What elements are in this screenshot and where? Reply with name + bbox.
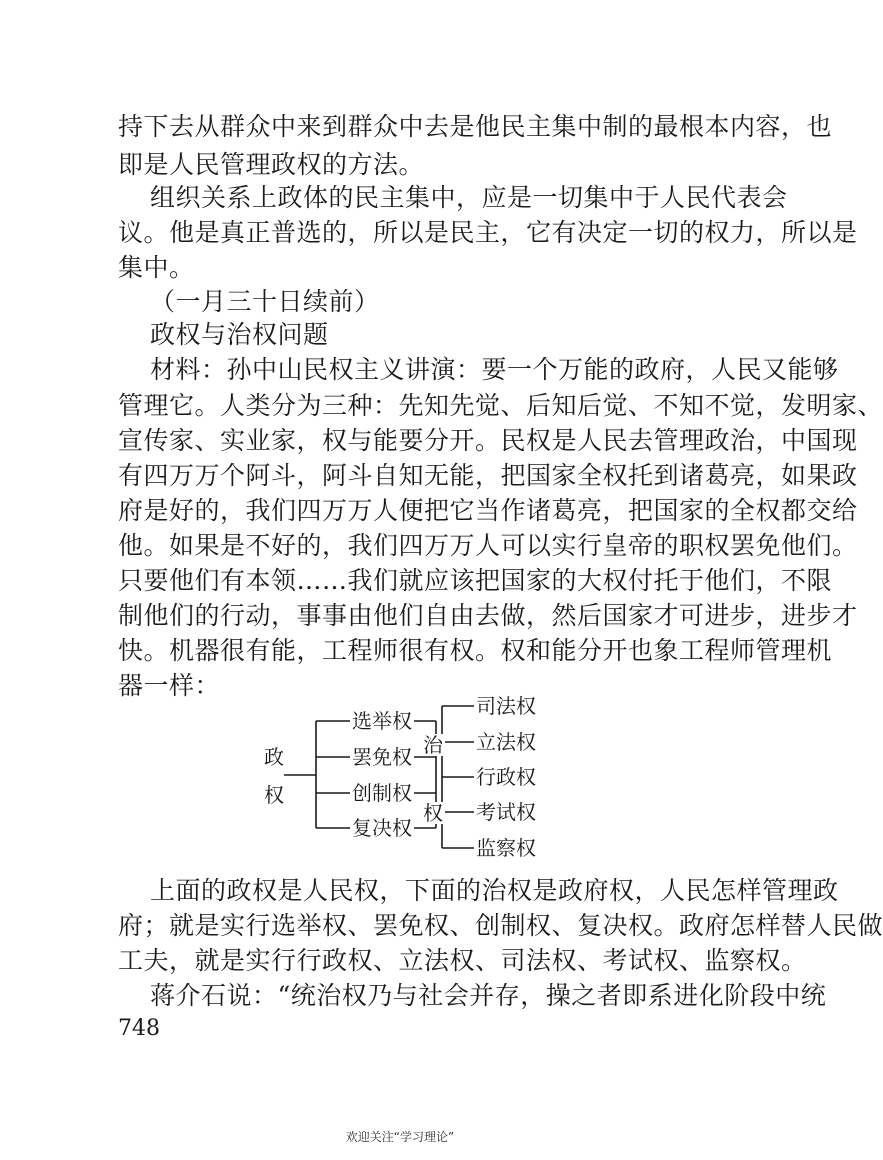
footer-note: 欢迎关注“学习理论” (345, 1130, 455, 1144)
text-line: 组织关系上政体的民主集中，应是一切集中于人民代表会 (150, 183, 788, 212)
label-quan: 权 (264, 783, 284, 807)
governing-power-item: 司法权 (476, 694, 536, 718)
text-line: 器一样： (118, 671, 221, 700)
section-heading: 政权与治权问题 (150, 320, 329, 349)
label-quan-2: 权 (423, 801, 443, 825)
political-right-item: 创制权 (352, 781, 412, 805)
political-right-item: 复决权 (352, 816, 412, 840)
governing-power-item: 监察权 (476, 836, 536, 860)
text-line: 有四万万个阿斗，阿斗自知无能，把国家全权托到诸葛亮，如果政 (118, 461, 858, 490)
label-zheng: 政 (264, 745, 284, 769)
text-line: 持下去从群众中来到群众中去是他民主集中制的最根本内容，也 (118, 112, 833, 141)
text-line: 宣传家、实业家，权与能要分开。民权是人民去管理政治，中国现 (118, 426, 858, 455)
label-zhi: 治 (423, 733, 443, 757)
text-line: 快。机器很有能，工程师很有权。权和能分开也象工程师管理机 (118, 636, 833, 665)
text-line: 工夫，就是实行行政权、立法权、司法权、考试权、监察权。 (118, 946, 807, 975)
text-line: 管理它。人类分为三种：先知先觉、后知后觉、不知不觉，发明家、 (118, 391, 883, 420)
text-line: 集中。 (118, 253, 195, 282)
text-line: 议。他是真正普选的，所以是民主，它有决定一切的权力，所以是 (118, 218, 858, 247)
governing-power-item: 考试权 (476, 800, 536, 824)
governing-power-item: 立法权 (476, 730, 536, 754)
text-line: 蒋介石说：“统治权乃与社会并存，操之者即系进化阶段中统 (150, 981, 827, 1010)
governing-power-item: 行政权 (476, 765, 536, 789)
text-line: 府；就是实行选举权、罢免权、创制权、复决权。政府怎样替人民做 (118, 911, 883, 940)
text-line: 制他们的行动，事事由他们自由去做，然后国家才可进步，进步才 (118, 601, 858, 630)
power-diagram (258, 688, 558, 868)
political-right-item: 选举权 (352, 709, 412, 733)
political-right-item: 罢免权 (352, 745, 412, 769)
page-number: 748 (118, 1016, 160, 1041)
text-line: 他。如果是不好的，我们四万万人可以实行皇帝的职权罢免他们。 (118, 531, 858, 560)
text-line: 材料：孙中山民权主义讲演：要一个万能的政府，人民又能够 (150, 355, 839, 384)
text-line: 即是人民管理政权的方法。 (118, 150, 425, 179)
date-note: （一月三十日续前） (150, 287, 380, 316)
text-line: 府是好的，我们四万万人便把它当作诸葛亮，把国家的全权都交给 (118, 496, 858, 525)
text-line: 只要他们有本领……我们就应该把国家的大权付托于他们，不限 (118, 566, 833, 595)
text-line: 上面的政权是人民权，下面的治权是政府权，人民怎样管理政 (150, 876, 839, 905)
